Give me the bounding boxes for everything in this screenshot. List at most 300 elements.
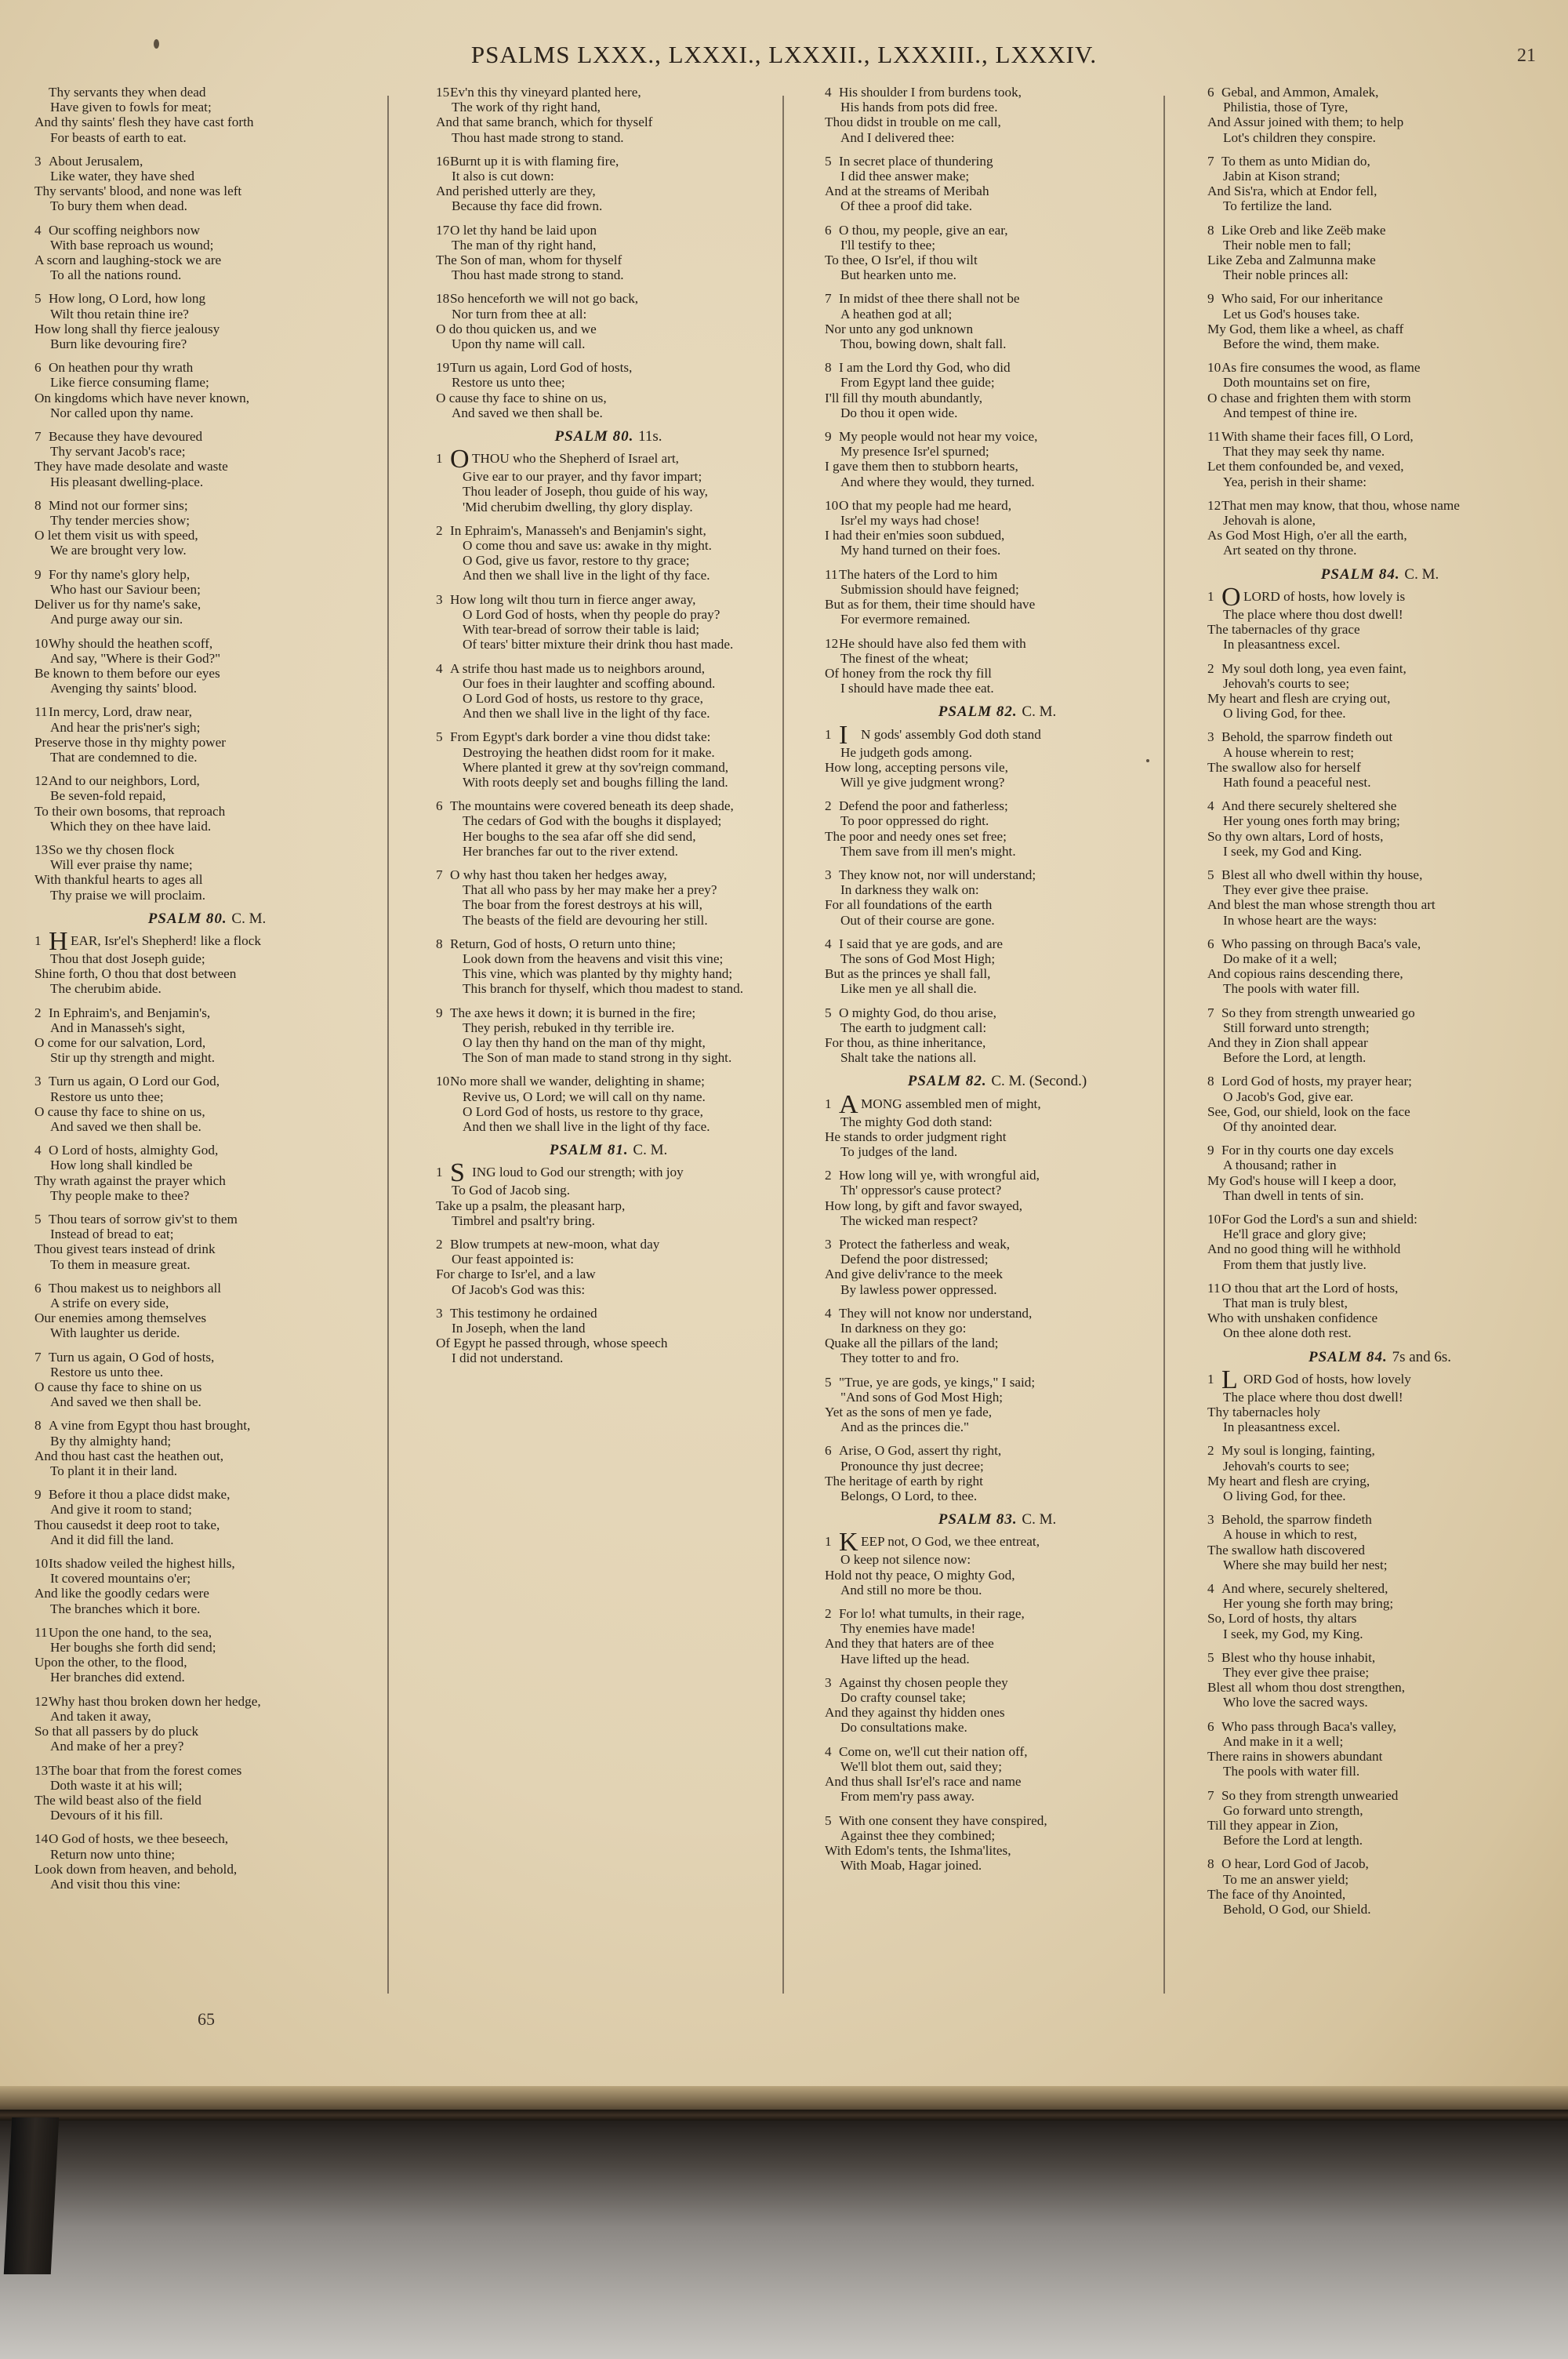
verse-text: Do make of it a well; (1223, 951, 1338, 966)
verse-line (436, 238, 781, 253)
verse-line (34, 1724, 379, 1739)
verse-line (34, 704, 379, 719)
verse-number: 7 (1207, 153, 1214, 169)
verse-line (436, 253, 781, 267)
verse-line (1207, 429, 1552, 444)
verse-line (34, 966, 379, 981)
verse-line (34, 1020, 379, 1035)
verse-line (34, 375, 379, 390)
verse-line (436, 538, 781, 553)
verse (825, 636, 1170, 696)
verse-text: Burnt up it is with flaming fire, (450, 153, 619, 169)
verse-line (34, 459, 379, 474)
verse (34, 154, 379, 214)
verse (1207, 582, 1552, 652)
verse-text: And visit thou this vine: (50, 1876, 181, 1892)
verse-line (34, 1418, 379, 1433)
verse-line (825, 1020, 1170, 1035)
verse-line (1207, 543, 1552, 558)
verse (825, 360, 1170, 420)
verse-line (34, 735, 379, 750)
verse-number: 5 (825, 1374, 832, 1390)
verse-line (825, 1652, 1170, 1667)
column-rule (782, 96, 784, 1994)
verse-text: Belongs, O Lord, to thee. (840, 1488, 978, 1504)
verse-text: O lay then thy hand on the man of thy might, (463, 1034, 706, 1050)
verse (34, 636, 379, 696)
verse-line (1207, 1257, 1552, 1272)
verse (436, 798, 781, 859)
verse-text: O that my people had me heard, (839, 497, 1012, 513)
verse-line (1207, 706, 1552, 721)
verse-line (34, 1310, 379, 1325)
drop-cap: H (49, 926, 68, 956)
verse (825, 720, 1170, 791)
verse-number: 8 (1207, 1074, 1214, 1089)
verse-text: And at the streams of Meribah (825, 184, 989, 199)
verse (34, 704, 379, 765)
verse-line (1207, 1611, 1552, 1626)
verse-text: And then we shall live in the light of thy face. (463, 568, 710, 583)
verse (1207, 1581, 1552, 1641)
verse-line (436, 622, 781, 637)
verse-number: 4 (34, 222, 42, 238)
drop-cap: S (450, 1158, 465, 1188)
verse-text: So they from strength unwearied (1221, 1787, 1399, 1803)
verse-text: And perished utterly are they, (436, 184, 596, 199)
verse-line (1207, 1296, 1552, 1310)
verse-text: LORD of hosts, how lovely is (1243, 588, 1406, 604)
verse-line (1207, 1419, 1552, 1434)
verse-line (1207, 223, 1552, 238)
verse-text: The work of thy right hand, (452, 100, 601, 115)
verse-text: My heart and flesh are crying, (1207, 1473, 1370, 1488)
psalm-meter: 7s and 6s. (1392, 1348, 1452, 1365)
verse-text: By lawless power oppressed. (840, 1281, 997, 1297)
verse-line (34, 1434, 379, 1448)
verse-line (34, 1281, 379, 1296)
verse-text: Preserve those in thy mighty power (34, 734, 226, 750)
verse-text: In Ephraim's, and Benjamin's, (49, 1005, 211, 1020)
verse (34, 842, 379, 903)
verse-text: On heathen pour thy wrath (49, 360, 194, 376)
verse-line (1207, 1104, 1552, 1119)
verse (1207, 429, 1552, 489)
verse-text: The Son of man, whom for thyself (436, 253, 622, 268)
verse-line (34, 1035, 379, 1050)
verse-number: 9 (1207, 1143, 1214, 1158)
verse-text: And Assur joined with them; to help (1207, 114, 1404, 130)
verse-number: 6 (34, 360, 42, 376)
verse-text: ING loud to God our strength; with joy (472, 1165, 684, 1180)
verse (825, 1813, 1170, 1874)
verse-line (34, 543, 379, 558)
verse-line (825, 1488, 1170, 1503)
verse-text: Ev'n this thy vineyard planted here, (450, 85, 641, 100)
psalm-heading (34, 911, 379, 926)
verse-text: For charge to Isr'el, and a law (436, 1267, 596, 1282)
verse-text: Art seated on thy throne. (1223, 543, 1357, 558)
verse-text: And give it room to stand; (50, 1502, 192, 1518)
verse-line (1207, 1365, 1552, 1394)
verse-line (1207, 1512, 1552, 1527)
verse (436, 360, 781, 420)
verse-text: Out of their course are gone. (840, 912, 995, 928)
verse (34, 85, 379, 145)
verse-text: Lord God of hosts, my prayer hear; (1221, 1074, 1412, 1089)
verse-line (436, 1198, 781, 1213)
verse-text: Defend the poor and fatherless; (839, 798, 1008, 814)
verse-line (436, 607, 781, 622)
verse-line (34, 1556, 379, 1571)
verse-line (436, 936, 781, 951)
verse-text: And make in it a well; (1223, 1733, 1344, 1749)
psalm-title: PSALM 82. (907, 1073, 987, 1090)
verse-line (34, 1502, 379, 1517)
verse-text: O chase and frighten them with storm (1207, 390, 1411, 405)
verse-text: MONG assembled men of might, (861, 1096, 1041, 1111)
verse-text: Pronounce thy just decree; (840, 1458, 984, 1474)
psalm-heading (436, 429, 781, 444)
psalm-meter: C. M. (1404, 565, 1439, 583)
verse-line (1207, 661, 1552, 676)
verse-text: Like fierce consuming flame; (50, 375, 209, 391)
verse-text: I had their en'mies soon subdued, (825, 528, 1005, 543)
verse-text: Jehovah's courts to see; (1223, 1458, 1350, 1474)
verse-number: 16 (436, 153, 450, 169)
verse-number: 12 (825, 635, 839, 651)
verse-text: How long wilt thou turn in fierce anger away, (450, 591, 696, 607)
verse-number: 10 (825, 497, 839, 513)
verse (436, 729, 781, 790)
verse-line (1207, 966, 1552, 981)
verse-text: Her young she forth may bring; (1223, 1596, 1394, 1612)
verse-text: Upon the one hand, to the sea, (49, 1624, 212, 1640)
verse-text: I said that ye are gods, and are (839, 936, 1004, 951)
verse-line (825, 184, 1170, 198)
verse-line (34, 1670, 379, 1685)
verse-text: With shame their faces fill, O Lord, (1221, 429, 1414, 445)
verse-number: 6 (1207, 936, 1214, 951)
verse-line (1207, 307, 1552, 322)
verse-number: 14 (34, 1831, 49, 1847)
verse-line (1207, 198, 1552, 213)
verse-text: Devours of it his fill. (50, 1808, 163, 1823)
verse-text: To me an answer yield; (1223, 1871, 1349, 1887)
verse-line (825, 913, 1170, 928)
verse-line (1207, 1665, 1552, 1680)
verse-text: A strife thou hast made us to neighbors around, (450, 660, 706, 676)
verse-text: Still forward unto strength; (1223, 1020, 1370, 1035)
verse-line (825, 1198, 1170, 1213)
verse-line (825, 1005, 1170, 1020)
verse-text: Blest all who dwell within thy house, (1221, 867, 1423, 882)
verse-text: In pleasantness excel. (1223, 637, 1341, 652)
verse-text: He judgeth gods among. (840, 744, 973, 760)
verse-text: Philistia, those of Tyre, (1223, 100, 1348, 115)
verse-line (1207, 238, 1552, 253)
verse (34, 1281, 379, 1341)
verse-text: Doth mountains set on fire, (1223, 375, 1370, 391)
verse-text: The place where thou dost dwell! (1223, 1389, 1403, 1405)
verse-number: 15 (436, 85, 450, 100)
verse-line (436, 882, 781, 897)
psalm-meter: 11s. (638, 428, 662, 445)
verse-text: And copious rains descending there, (1207, 966, 1403, 982)
verse-number: 1 (825, 1534, 832, 1550)
verse-number: 2 (825, 1168, 832, 1183)
verse-text: Protect the fatherless and weak, (839, 1237, 1011, 1252)
verse-line (34, 291, 379, 306)
verse-text: The tabernacles of thy grace (1207, 622, 1360, 638)
verse-text: The face of thy Anointed, (1207, 1886, 1346, 1902)
verse-text: But as for them, their time should have (825, 597, 1036, 612)
verse-line (34, 253, 379, 267)
verse-line (436, 1005, 781, 1020)
verse-number: 5 (436, 729, 443, 745)
psalm-heading (436, 1143, 781, 1158)
verse-text: Thou causedst it deep root to take, (34, 1517, 220, 1532)
verse (436, 1237, 781, 1297)
verse-line (436, 966, 781, 981)
verse-line (1207, 1241, 1552, 1256)
verse-line (825, 597, 1170, 612)
verse-line (1207, 1281, 1552, 1296)
verse-line (1207, 1856, 1552, 1871)
verse-line (436, 661, 781, 676)
verse-line (1207, 729, 1552, 744)
verse-line (825, 1035, 1170, 1050)
verse-text: His pleasant dwelling-place. (50, 474, 204, 489)
verse-text: From Egypt land thee guide; (840, 375, 995, 391)
verse-line (825, 360, 1170, 375)
verse (1207, 1719, 1552, 1779)
verse-text: I should have made thee eat. (840, 681, 994, 696)
verse-text: Her branches did extend. (50, 1670, 185, 1685)
verse-text: Let us God's houses take. (1223, 306, 1360, 322)
verse-text: And no good thing will he withhold (1207, 1241, 1401, 1257)
verse-line (825, 1183, 1170, 1198)
verse-line (34, 819, 379, 834)
verse-line (34, 804, 379, 819)
verse-line (1207, 1188, 1552, 1203)
verse-text: So that all passers by do pluck (34, 1724, 199, 1739)
verse-number: 1 (825, 726, 832, 742)
verse-text: Behold, the sparrow findeth (1221, 1512, 1372, 1528)
verse-line (1207, 1158, 1552, 1172)
verse-line (1207, 897, 1552, 912)
verse-line (825, 1705, 1170, 1720)
verse (825, 1675, 1170, 1736)
verse-number: 2 (825, 1606, 832, 1622)
verse-number: 10 (436, 1074, 450, 1089)
verse-line (825, 1459, 1170, 1474)
verse-text: Restore us unto thee. (50, 1364, 164, 1379)
verse-text: Th' oppressor's cause protect? (840, 1183, 1002, 1198)
verse-text: Hath found a peaceful nest. (1223, 774, 1371, 790)
verse-text: There rains in showers abundant (1207, 1749, 1383, 1765)
verse-line (34, 1379, 379, 1394)
verse-text: Of tears' bitter mixture their drink thou hast made. (463, 637, 734, 652)
verse-line (825, 760, 1170, 775)
verse-text: And blest the man whose strength thou art (1207, 897, 1436, 913)
verse-text: Quake all the pillars of the land; (825, 1336, 999, 1351)
verse-text: 'Mid cherubim dwelling, thy glory display. (463, 499, 693, 514)
verse-line (825, 1144, 1170, 1159)
verse-text: The axe hews it down; it is burned in the fire; (450, 1005, 696, 1020)
verse-text: Of Egypt he passed through, whose speech (436, 1336, 668, 1351)
verse-line (825, 154, 1170, 169)
verse-line (436, 798, 781, 813)
verse-text: Yet as the sons of men ye fade, (825, 1405, 993, 1420)
verse-text: They ever give thee praise. (1223, 882, 1369, 898)
verse-line (34, 1877, 379, 1892)
verse-line (34, 750, 379, 765)
verse (34, 1487, 379, 1547)
verse-line (825, 720, 1170, 750)
verse-text: Do crafty counsel take; (840, 1690, 966, 1706)
verse-text: Before it thou a place didst make, (49, 1487, 230, 1503)
verse-line (825, 1129, 1170, 1144)
verse-text: O come for our salvation, Lord, (34, 1034, 206, 1050)
verse-text: We are brought very low. (50, 543, 187, 558)
verse-text: Like men ye all shall die. (840, 981, 977, 997)
verse-number: 13 (34, 1762, 49, 1778)
verse-line (436, 745, 781, 760)
verse-line (1207, 844, 1552, 859)
verse-number: 7 (825, 291, 832, 307)
verse (34, 1005, 379, 1066)
verse-number: 7 (436, 867, 443, 882)
verse-text: As God Most High, o'er all the earth, (1207, 528, 1407, 543)
verse-line (825, 85, 1170, 100)
verse-line (34, 1625, 379, 1640)
verse-line (34, 1296, 379, 1310)
verse-line (1207, 1749, 1552, 1764)
verse-text: And where they would, they turned. (840, 474, 1035, 489)
verse-line (34, 951, 379, 966)
verse-line (825, 1405, 1170, 1419)
text-column-3 (825, 85, 1170, 2085)
verse-text: This testimony he ordained (450, 1305, 597, 1321)
verse-text: Look down from heaven, and behold, (34, 1861, 238, 1877)
verse-text: With roots deeply set and boughs filling the land. (463, 774, 728, 790)
verse-line (825, 291, 1170, 306)
verse-line (34, 1586, 379, 1601)
verse-text: My God's house will I keep a door, (1207, 1172, 1397, 1188)
verse-line (1207, 867, 1552, 882)
verse (436, 1306, 781, 1366)
psalm-title: PSALM 80. (554, 428, 634, 445)
verse-line (34, 567, 379, 582)
verse-number: 2 (436, 522, 443, 538)
verse-line (34, 1739, 379, 1754)
verse-line (1207, 322, 1552, 336)
verse-number: 8 (1207, 1856, 1214, 1872)
verse-line (436, 1213, 781, 1228)
verse-text: O do thou quicken us, and we (436, 321, 597, 336)
psalm-title: PSALM 80. (147, 910, 227, 927)
verse-text: To God of Jacob sing. (452, 1183, 571, 1198)
verse-text: Behold, O God, our Shield. (1223, 1901, 1371, 1917)
verse-line (1207, 607, 1552, 622)
verse (34, 567, 379, 627)
verse-text: O come thou and save us: awake in thy might. (463, 538, 712, 554)
verse-text: Thou leader of Joseph, thou guide of his way, (463, 484, 708, 500)
verse-text: He'll grace and glory give; (1223, 1227, 1367, 1242)
verse-line (34, 720, 379, 735)
verse-line (436, 130, 781, 145)
verse (436, 1158, 781, 1228)
verse-line (436, 223, 781, 238)
verse-line (436, 500, 781, 514)
verse-line (825, 336, 1170, 351)
verse-line (825, 253, 1170, 267)
verse-line (825, 567, 1170, 582)
verse (34, 1418, 379, 1478)
verse-text: Because they have devoured (49, 429, 203, 445)
verse-line (34, 1188, 379, 1203)
verse-text: The branches which it bore. (50, 1601, 201, 1616)
verse-text: And there securely sheltered she (1221, 798, 1397, 814)
verse-text: Shine forth, O thou that dost between (34, 966, 237, 982)
verse-line (34, 926, 379, 956)
verse-text: Before the Lord, at length. (1223, 1050, 1367, 1066)
verse-text: Where she may build her nest; (1223, 1557, 1388, 1572)
verse-text: Thy enemies have made! (840, 1621, 976, 1637)
verse-text: I'll testify to thee; (840, 237, 935, 253)
verse-text: His shoulder I from burdens took, (839, 85, 1022, 100)
verse-line (1207, 1212, 1552, 1227)
psalm-heading (825, 1074, 1170, 1089)
verse-text: Blest all whom thou dost strengthen, (1207, 1680, 1406, 1696)
verse (825, 1168, 1170, 1228)
verse-text: In darkness on they go: (840, 1321, 967, 1336)
verse-text: That man is truly blest, (1223, 1296, 1348, 1311)
verse (825, 1237, 1170, 1297)
verse-line (1207, 184, 1552, 198)
verse-line (825, 1720, 1170, 1735)
verse-number: 11 (34, 1624, 48, 1640)
verse-line (436, 469, 781, 484)
verse-line (825, 981, 1170, 996)
verse-text: The beasts of the field are devouring her still. (463, 912, 708, 928)
verse-text: That are condemned to die. (50, 749, 198, 765)
verse-number: 6 (436, 798, 443, 814)
verse-text: And they that haters are of thee (825, 1636, 994, 1652)
verse-line (1207, 1173, 1552, 1188)
verse-text: My presence Isr'el spurned; (840, 444, 989, 460)
verse-text: The cherubim abide. (50, 981, 162, 997)
psalm-meter: C. M. (1022, 703, 1057, 721)
verse-line (825, 582, 1170, 597)
verse-line (825, 1375, 1170, 1390)
verse-line (34, 528, 379, 543)
verse-text: Revive us, O Lord; we will call on thy name. (463, 1089, 706, 1104)
verse-line (34, 1763, 379, 1778)
verse-line (436, 1089, 781, 1104)
page-number: 21 (1517, 45, 1536, 66)
verse-text: Her young ones forth may bring; (1223, 813, 1400, 829)
verse (436, 85, 781, 145)
verse-line (825, 405, 1170, 420)
verse-line (1207, 169, 1552, 184)
verse (825, 429, 1170, 489)
verse-line (436, 85, 781, 100)
verse-text: O Lord God of hosts, us restore to thy grace, (463, 690, 703, 706)
verse-line (436, 391, 781, 405)
verse-number: 18 (436, 291, 450, 307)
